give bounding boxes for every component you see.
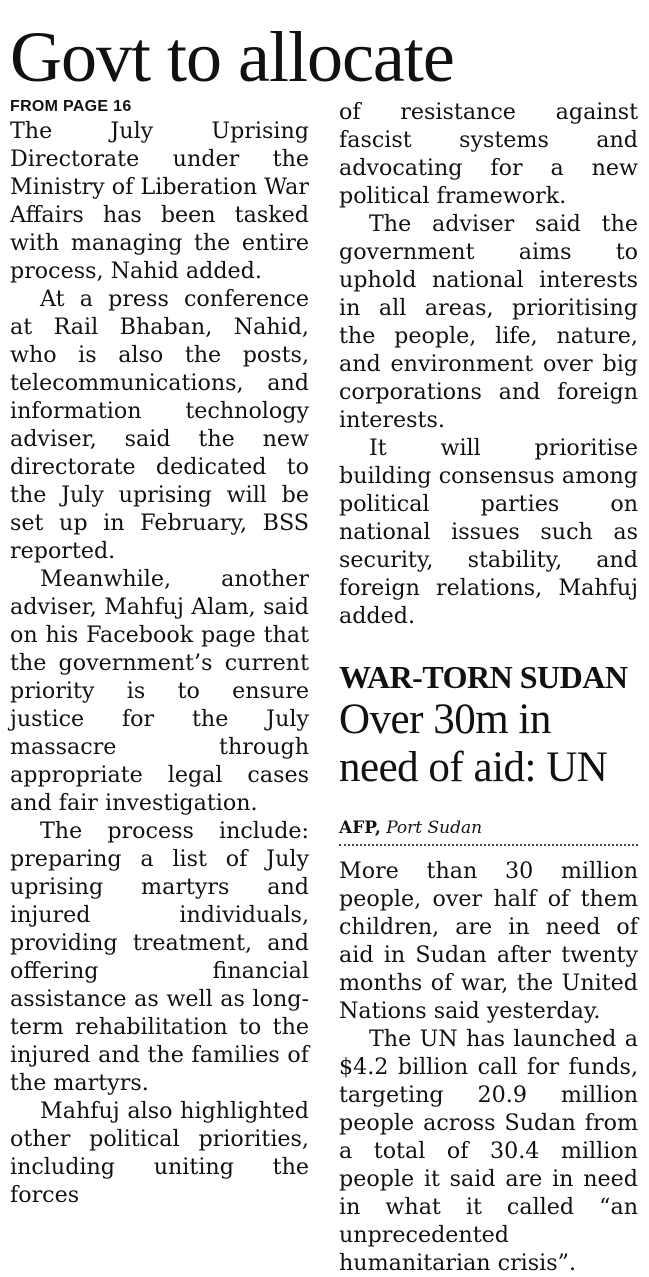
story-headline: Over 30m in need of aid: UN <box>339 696 608 791</box>
continuation-label: FROM PAGE 16 <box>10 98 132 115</box>
story-kicker: WAR-TORN SUDAN <box>339 659 628 695</box>
left-column <box>10 98 309 1208</box>
dotted-divider <box>339 844 638 846</box>
article-paragraph: Mahfuj also highlighted other political priorities, including uniting the forces <box>10 1098 309 1208</box>
byline-source: AFP, <box>339 818 381 838</box>
article-paragraph: The July Uprising Directorate under the Ministry of Liberation War Affairs has been tasked with managing the entire process, Nahid added. <box>10 118 309 284</box>
article-paragraph: More than 30 million people, over half of them children, are in need of aid in Sudan after twenty months of war, the United Nations said yesterday. <box>339 858 638 1024</box>
article-paragraph: The adviser said the government aims to uphold national interests in all areas, prioritising the people, life, nature, and environment over big corporations and foreign interests. <box>339 211 638 433</box>
byline <box>339 818 638 838</box>
byline-location: Port Sudan <box>386 818 483 838</box>
right-column <box>339 98 638 1276</box>
article-paragraph: It will prioritise building consensus among political parties on national issues such as security, stability, and foreign relations, Mahfuj added. <box>339 435 638 629</box>
page-headline: Govt to allocate <box>10 17 454 97</box>
article-paragraph: of resistance against fascist systems and advocating for a new political framework. <box>339 99 638 209</box>
second-story <box>339 658 638 1277</box>
article-paragraph: The process include: preparing a list of July uprising martyrs and injured individuals, providing treatment, and offering financial assistance as well as long-term rehabilitation to the injured and the families of the martyrs. <box>10 818 309 1096</box>
article-paragraph: The UN has launched a $4.2 billion call for funds, targeting 20.9 million people across Sudan from a total of 30.4 million people it said are in need in what it called “an unprecedented humanitarian crisis”. <box>339 1026 638 1276</box>
article-paragraph: Meanwhile, another adviser, Mahfuj Alam, said on his Facebook page that the government’s current priority is to ensure justice for the July massacre through appropriate legal cases and fair investigation. <box>10 566 309 816</box>
article-paragraph: At a press conference at Rail Bhaban, Nahid, who is also the posts, telecommunications, and information technology adviser, said the new directorate dedicated to the July uprising will be set up in February, BSS reported. <box>10 286 309 564</box>
